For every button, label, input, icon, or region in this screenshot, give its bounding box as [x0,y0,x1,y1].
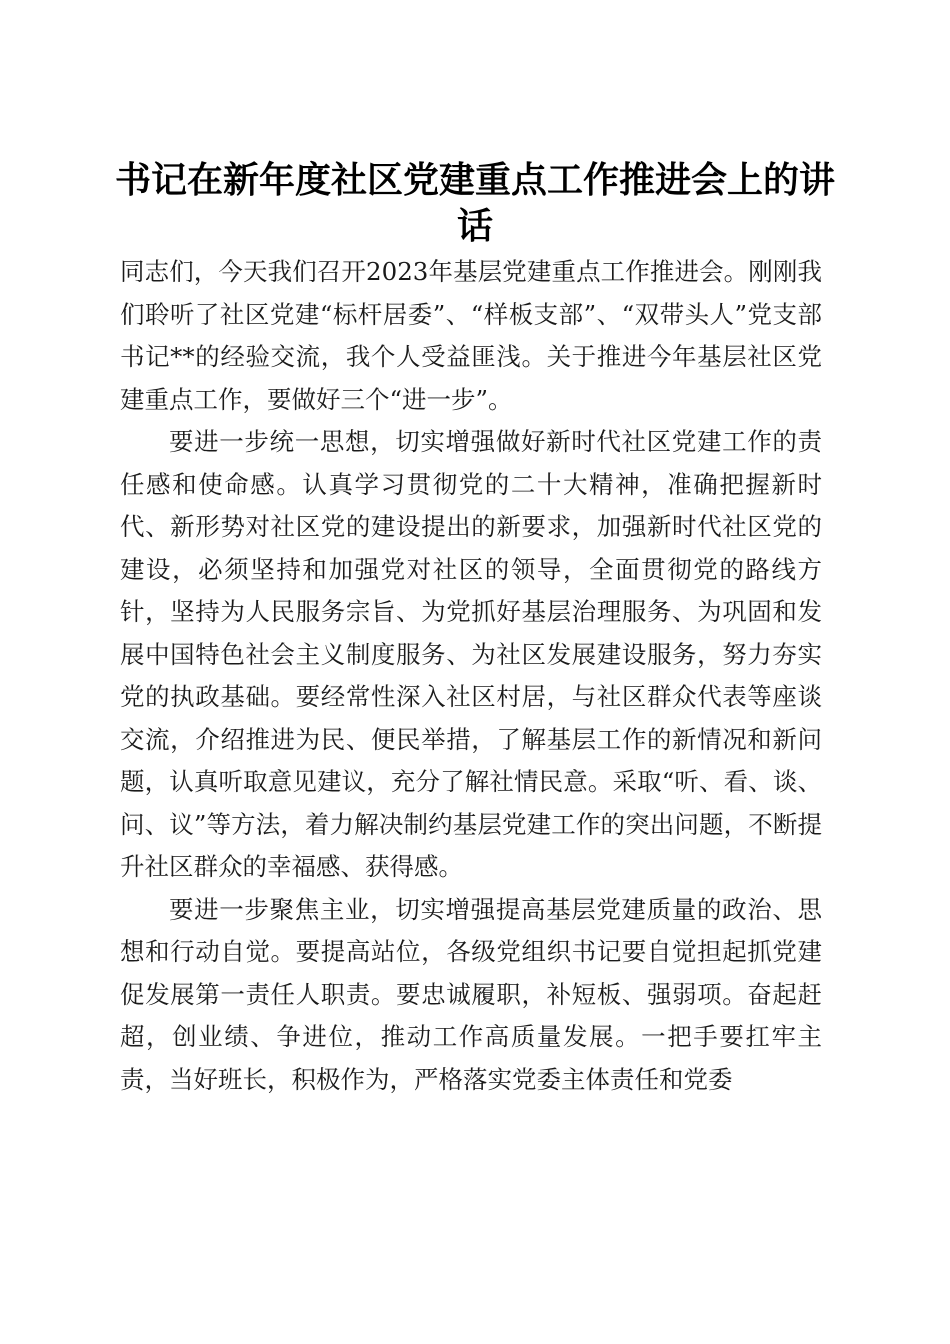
paragraph-focus-main-work: 要进一步聚焦主业，切实增强提高基层党建质量的政治、思想和行动自觉。要提高站位，各级党组织书记要自觉担起抓党建促发展第一责任人职责。要忠诚履职，补短板、强弱项。奋起赶超，创业绩、争进位，推动工作高质量发展。一把手要扛牢主责，当好班长，积极作为，严格落实党委主体责任和党委 [120,894,822,1094]
paragraph-unify-thinking: 要进一步统一思想，切实增强做好新时代社区党建工作的责任感和使命感。认真学习贯彻党的二十大精神，准确把握新时代、新形势对社区党的建设提出的新要求，加强新时代社区党的建设，必须坚持和加强党对社区的领导，全面贯彻党的路线方针，坚持为人民服务宗旨、为党抓好基层治理服务、为巩固和发展中国特色社会主义制度服务、为社区发展建设服务，努力夯实党的执政基础。要经常性深入社区村居，与社区群众代表等座谈交流，介绍推进为民、便民举措，了解基层工作的新情况和新问题，认真听取意见建议，充分了解社情民意。采取“听、看、谈、问、议”等方法，着力解决制约基层党建工作的突出问题，不断提升社区群众的幸福感、获得感。 [120,427,822,881]
document-body [120,251,822,1101]
paragraph-opening: 同志们，今天我们召开2023年基层党建重点工作推进会。刚刚我们聆听了社区党建“标杆居委”、“样板支部”、“双带头人”党支部书记**的经验交流，我个人受益匪浅。关于推进今年基层社区党建重点工作，要做好三个“进一步”。 [120,257,822,414]
document-title: 书记在新年度社区党建重点工作推进会上的讲话 [114,159,835,248]
